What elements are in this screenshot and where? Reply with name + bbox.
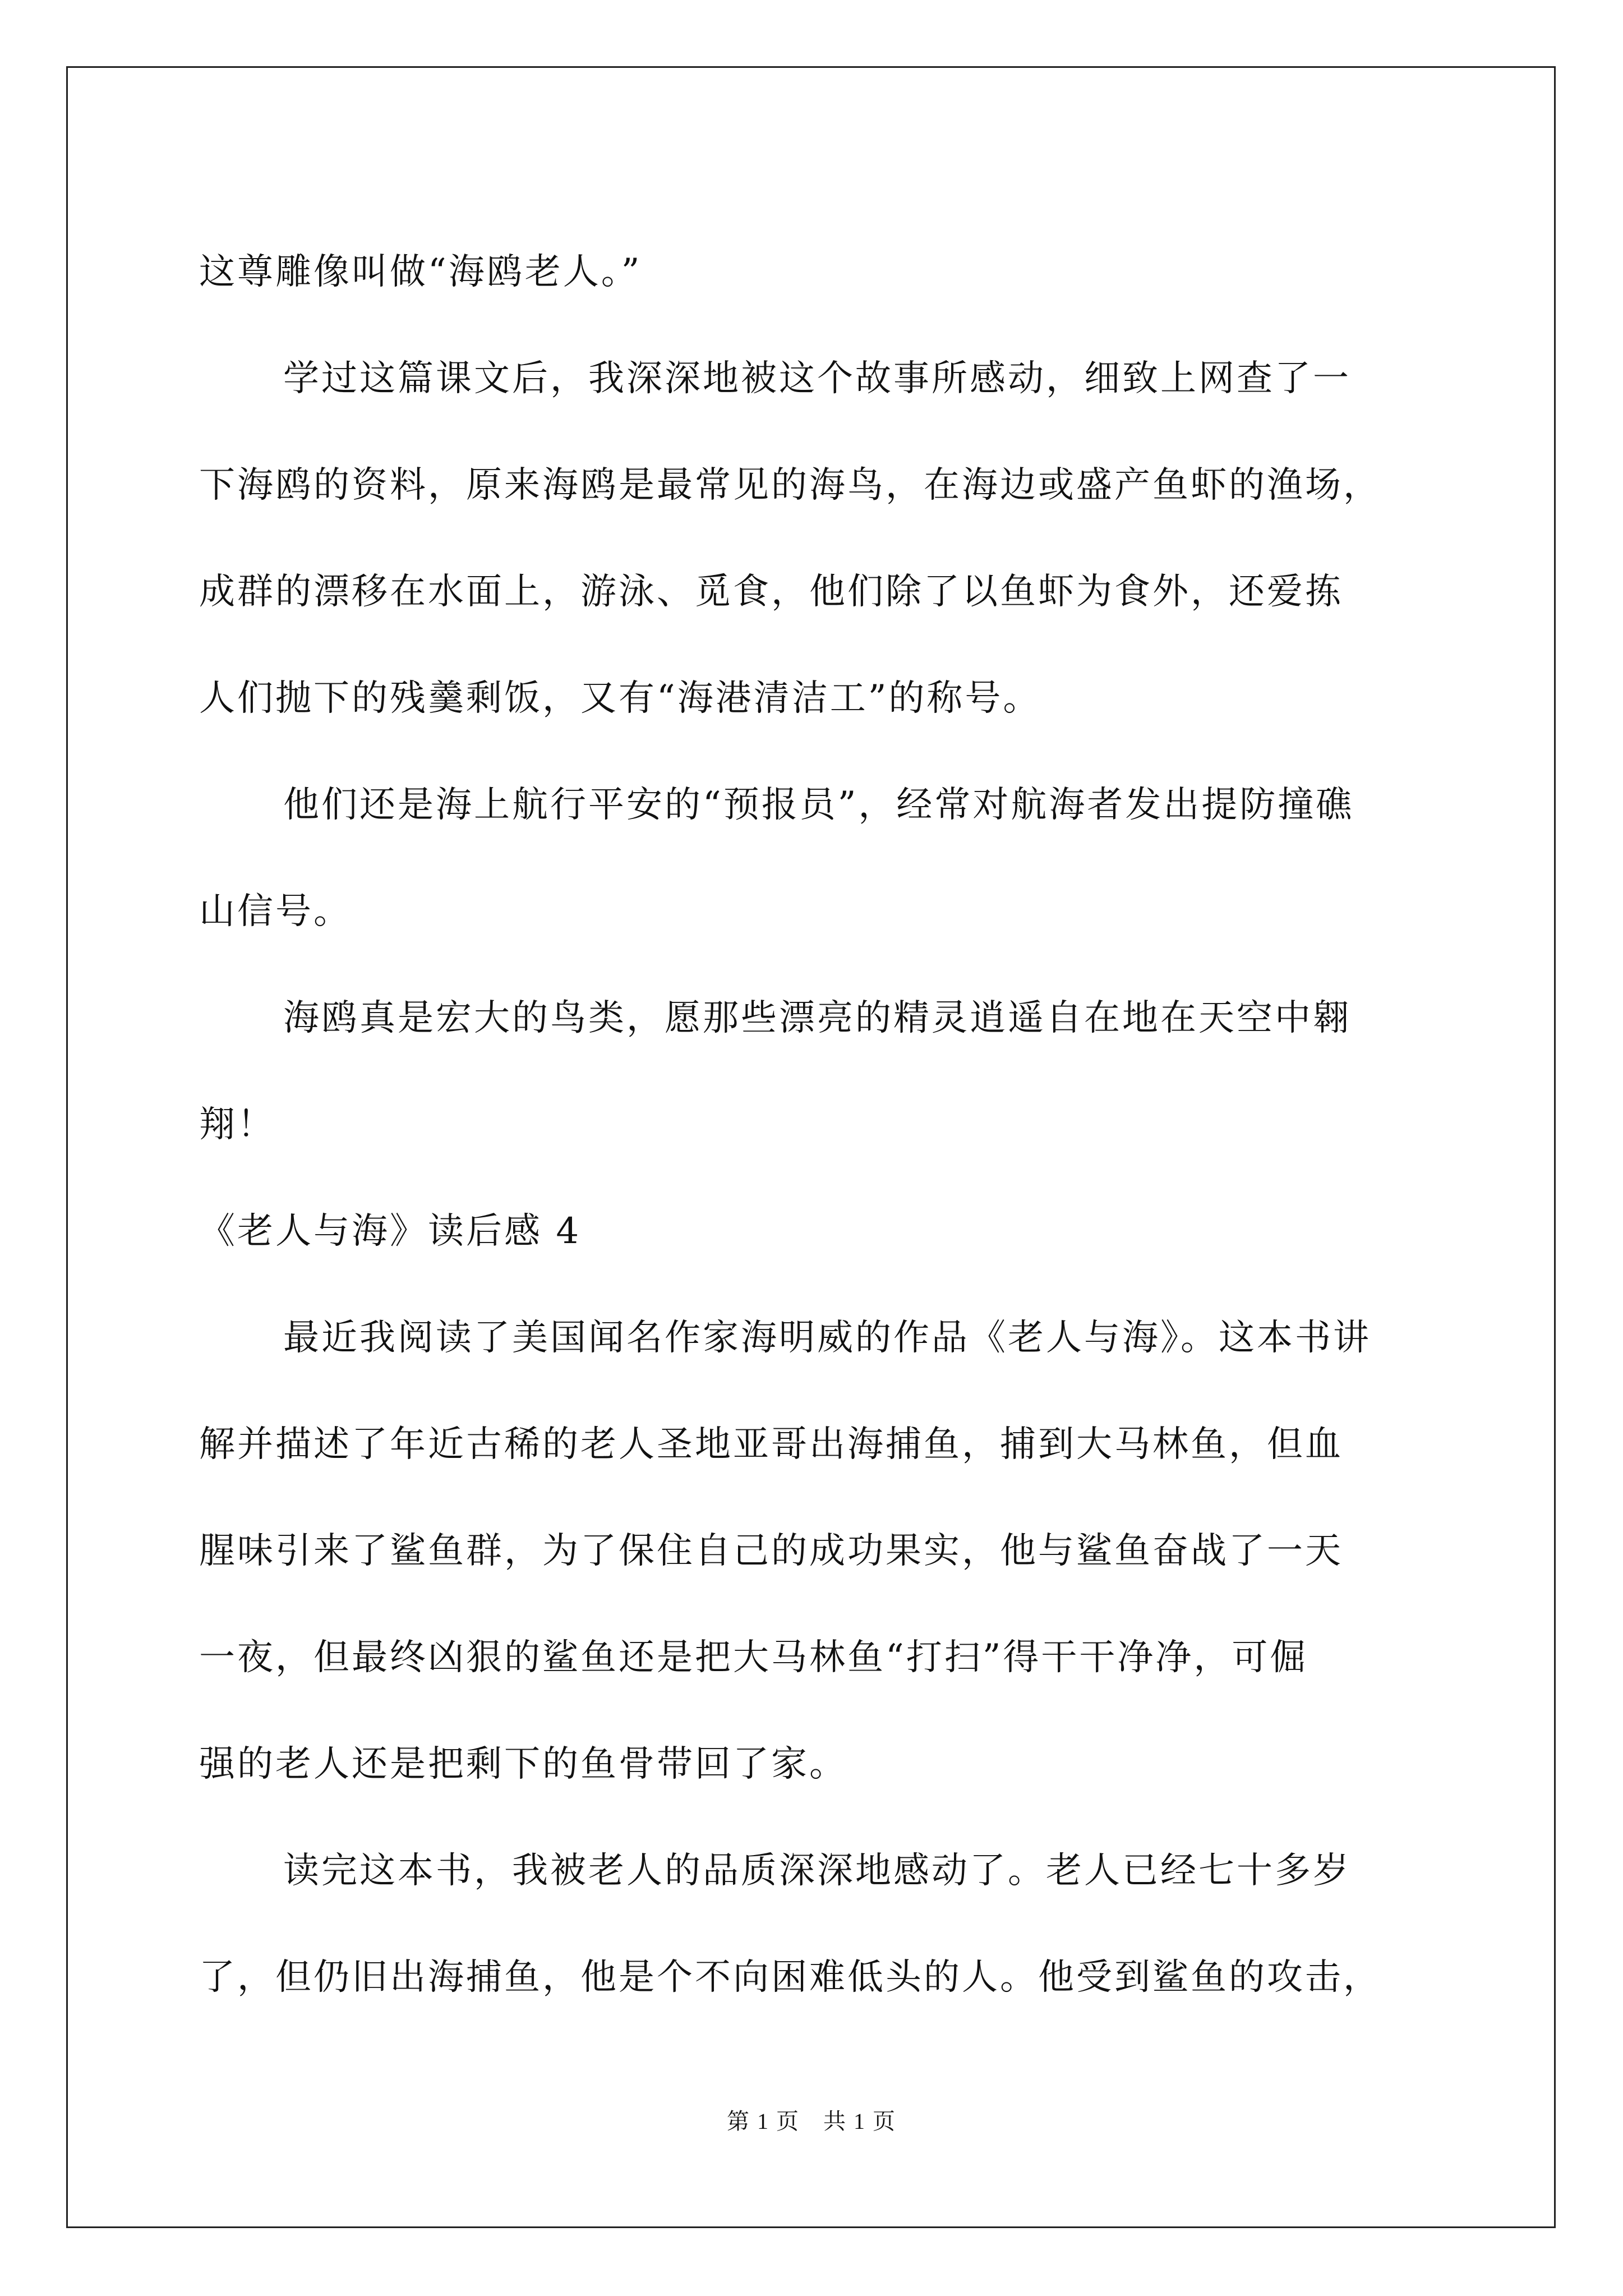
text-line: 下海鸥的资料，原来海鸥是最常见的海鸟，在海边或盛产鱼虾的渔场， — [199, 464, 1381, 506]
text-line: 学过这篇课文后，我深深地被这个故事所感动，细致上网查了一 — [283, 358, 1351, 399]
text-line: 读完这本书，我被老人的品质深深地感动了。老人已经七十多岁 — [283, 1850, 1351, 1892]
text-line: 海鸥真是宏大的鸟类，愿那些漂亮的精灵逍遥自在地在天空中翱 — [283, 997, 1351, 1039]
text-line: 了，但仍旧出海捕鱼，他是个不向困难低头的人。他受到鲨鱼的攻击， — [199, 1957, 1381, 1998]
text-line: 腥味引来了鲨鱼群，为了保住自己的成功果实，他与鲨鱼奋战了一天 — [199, 1530, 1343, 1572]
text-line: 他们还是海上航行平安的“预报员”，经常对航海者发出提防撞礁 — [283, 784, 1354, 826]
text-line: 成群的漂移在水面上，游泳、觅食，他们除了以鱼虾为食外，还爱拣 — [199, 571, 1343, 613]
text-line: 一夜，但最终凶狠的鲨鱼还是把大马林鱼“打扫”得干干净净，可倔 — [199, 1637, 1308, 1678]
section-heading: 《老人与海》读后感 4 — [199, 1211, 582, 1252]
page-footer: 第 1 页 共 1 页 — [727, 2109, 896, 2134]
document-body — [199, 219, 1427, 2031]
text-line: 山信号。 — [199, 891, 352, 932]
text-line: 最近我阅读了美国闻名作家海明威的作品《老人与海》。这本书讲 — [283, 1317, 1371, 1359]
text-line: 解并描述了年近古稀的老人圣地亚哥出海捕鱼，捕到大马林鱼，但血 — [199, 1424, 1343, 1465]
text-line: 人们抛下的残羹剩饭，又有“海港清洁工”的称号。 — [199, 678, 1041, 719]
text-line: 这尊雕像叫做“海鸥老人。” — [199, 251, 642, 293]
text-line: 翔！ — [199, 1104, 275, 1145]
text-line: 强的老人还是把剩下的鱼骨带回了家。 — [199, 1743, 847, 1785]
